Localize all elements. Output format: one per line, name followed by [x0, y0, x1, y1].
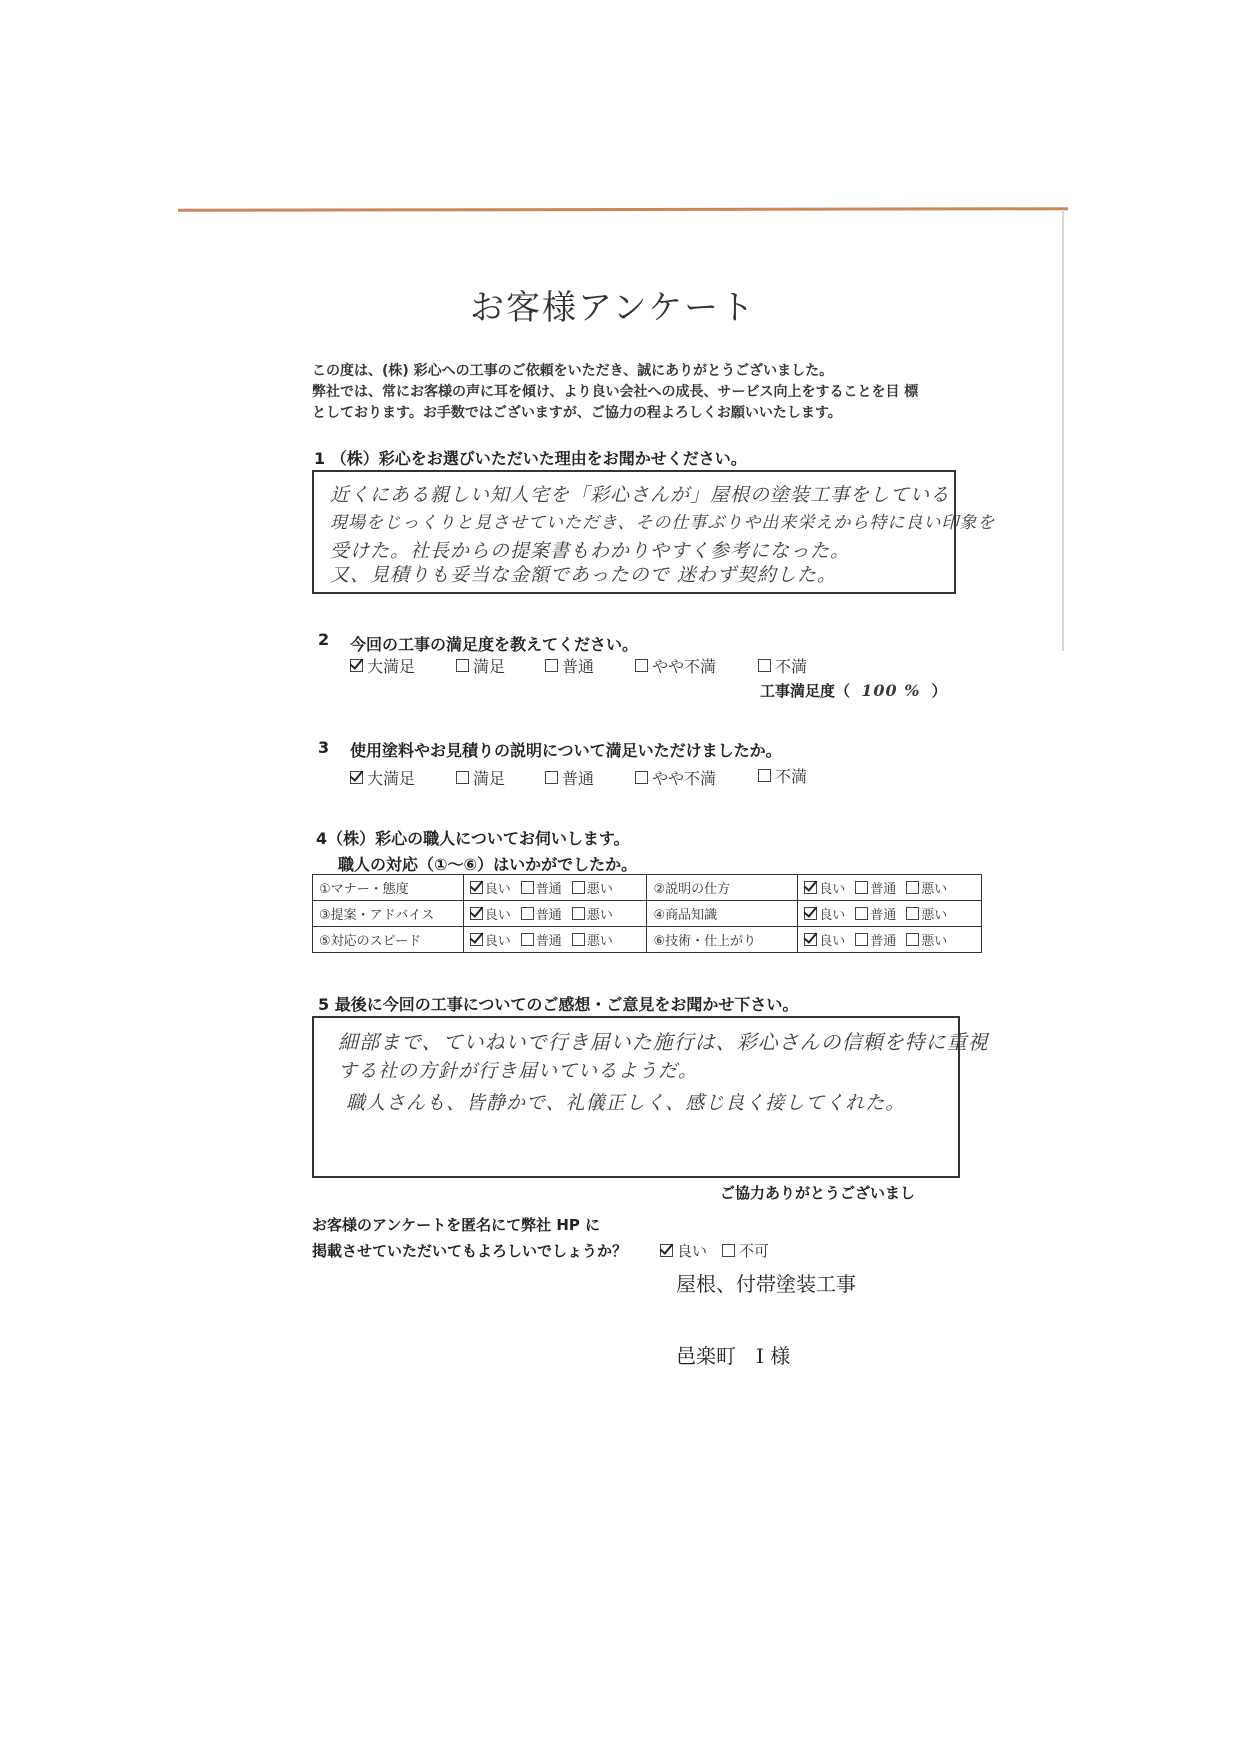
q2-option-2[interactable]: 満足	[456, 654, 505, 677]
checkbox-icon	[855, 881, 868, 894]
q1-answer-line-2: 現場をじっくりと見させていただき、その仕事ぶりや出来栄えから特に良い印象を	[330, 513, 996, 533]
q2-option-1[interactable]: 大満足	[350, 654, 415, 677]
rating-options	[798, 875, 982, 901]
grade-normal[interactable]: 普通	[521, 878, 562, 897]
checkbox-icon	[635, 771, 648, 784]
consent-line-1: お客様のアンケートを匿名にて弊社 HP に	[312, 1216, 601, 1234]
grade-bad[interactable]: 悪い	[906, 930, 947, 949]
grade-normal[interactable]: 普通	[855, 904, 896, 923]
q1-label: 1 （株）彩心をお選びいただいた理由をお聞かせください。	[314, 449, 747, 468]
checkbox-icon	[521, 907, 534, 920]
rating-item: ①マナー・態度	[313, 875, 464, 901]
q1-answer-line-3: 受けた。社長からの提案書もわかりやすく参考になった。	[330, 540, 851, 562]
rating-item: ③提案・アドバイス	[313, 901, 464, 927]
grade-good[interactable]: 良い	[804, 878, 845, 897]
table-row	[313, 901, 982, 927]
craftsman-rating-table	[312, 874, 982, 953]
rating-item: ⑤対応のスピード	[313, 927, 464, 953]
checkbox-checked-icon	[470, 881, 483, 894]
work-type: 屋根、付帯塗装工事	[676, 1272, 856, 1296]
q5-answer-line-1: 細部まで、ていねいで行き届いた施行は、彩心さんの信頼を特に重視	[338, 1030, 989, 1054]
checkbox-icon	[722, 1244, 735, 1257]
q3-option-1[interactable]: 大満足	[350, 766, 415, 789]
intro-line-1: この度は、(株) 彩心への工事のご依頼をいただき、誠にありがとうございました。	[312, 363, 834, 379]
checkbox-icon	[545, 771, 558, 784]
thanks-text: ご協力ありがとうございまし	[720, 1184, 916, 1202]
paper-right-edge	[1062, 211, 1064, 651]
intro-line-2: 弊社では、常にお客様の声に耳を傾け、より良い会社への成長、サービス向上をすることを目 標	[312, 384, 919, 400]
rating-options	[798, 901, 982, 927]
q1-answer-line-4: 又、見積りも妥当な金額であったので 迷わず契約した。	[330, 564, 837, 586]
checkbox-icon	[572, 907, 585, 920]
consent-no[interactable]: 不可	[722, 1240, 769, 1261]
customer-name: 邑楽町 I 様	[676, 1344, 791, 1368]
grade-good[interactable]: 良い	[470, 930, 511, 949]
checkbox-icon	[635, 659, 648, 672]
grade-normal[interactable]: 普通	[855, 930, 896, 949]
grade-bad[interactable]: 悪い	[572, 878, 613, 897]
q2-rate-value: 100 %	[861, 681, 921, 700]
consent-yes[interactable]: 良い	[660, 1240, 707, 1261]
grade-good[interactable]: 良い	[470, 904, 511, 923]
q3-label: 使用塗料やお見積りの説明について満足いただけましたか。	[350, 741, 782, 760]
q3-number: 3	[318, 738, 330, 757]
checkbox-icon	[906, 881, 919, 894]
grade-good[interactable]: 良い	[470, 878, 511, 897]
q2-option-3[interactable]: 普通	[545, 654, 594, 677]
checkbox-checked-icon	[470, 933, 483, 946]
rating-options	[463, 927, 647, 953]
q5-answer-line-3: 職人さんも、皆静かで、礼儀正しく、感じ良く接してくれた。	[346, 1092, 906, 1114]
grade-normal[interactable]: 普通	[521, 904, 562, 923]
table-row	[313, 875, 982, 901]
checkbox-icon	[758, 769, 771, 782]
q2-rate: 工事満足度（ 100 % ）	[760, 681, 947, 700]
checkbox-icon	[906, 933, 919, 946]
grade-good[interactable]: 良い	[804, 930, 845, 949]
q2-label: 今回の工事の満足度を教えてください。	[350, 635, 639, 654]
rating-item: ④商品知識	[647, 901, 798, 927]
checkbox-checked-icon	[804, 907, 817, 920]
rating-options	[463, 875, 647, 901]
checkbox-icon	[521, 933, 534, 946]
grade-bad[interactable]: 悪い	[572, 930, 613, 949]
checkbox-icon	[572, 881, 585, 894]
grade-good[interactable]: 良い	[804, 904, 845, 923]
page-title: お客様アンケート	[470, 288, 756, 328]
q4-label: 4（株）彩心の職人についてお伺いします。	[316, 829, 630, 848]
q3-option-4[interactable]: やや不満	[635, 766, 716, 789]
checkbox-checked-icon	[804, 881, 817, 894]
checkbox-checked-icon	[350, 771, 363, 784]
grade-bad[interactable]: 悪い	[906, 878, 947, 897]
q4-sublabel: 職人の対応（①～⑥）はいかがでしたか。	[338, 855, 638, 874]
table-row	[313, 927, 982, 953]
checkbox-icon	[758, 659, 771, 672]
grade-bad[interactable]: 悪い	[572, 904, 613, 923]
q5-label: 5 最後に今回の工事についてのご感想・ご意見をお聞かせ下さい。	[318, 995, 799, 1014]
q3-option-2[interactable]: 満足	[456, 766, 505, 789]
rating-options	[463, 901, 647, 927]
checkbox-icon	[906, 907, 919, 920]
rating-item: ⑥技術・仕上がり	[647, 927, 798, 953]
checkbox-checked-icon	[660, 1244, 673, 1257]
checkbox-checked-icon	[804, 933, 817, 946]
checkbox-checked-icon	[350, 659, 363, 672]
consent-line-2: 掲載させていただいてもよろしいでしょうか？	[312, 1242, 628, 1260]
q3-option-5[interactable]: 不満	[758, 764, 807, 787]
grade-bad[interactable]: 悪い	[906, 904, 947, 923]
rating-item: ②説明の仕方	[647, 875, 798, 901]
checkbox-checked-icon	[470, 907, 483, 920]
grade-normal[interactable]: 普通	[855, 878, 896, 897]
checkbox-icon	[572, 933, 585, 946]
q2-option-4[interactable]: やや不満	[635, 654, 716, 677]
checkbox-icon	[521, 881, 534, 894]
checkbox-icon	[855, 933, 868, 946]
q3-option-3[interactable]: 普通	[545, 766, 594, 789]
checkbox-icon	[456, 771, 469, 784]
intro-line-3: としております。お手数ではございますが、ご協力の程よろしくお願いいたします。	[312, 405, 842, 421]
q2-option-5[interactable]: 不満	[758, 654, 807, 677]
checkbox-icon	[855, 907, 868, 920]
q2-number: 2	[318, 630, 330, 649]
q1-answer-line-1: 近くにある親しい知人宅を「彩心さんが」屋根の塗装工事をしている	[330, 484, 951, 506]
q5-answer-line-2: する社の方針が行き届いているようだ。	[338, 1060, 699, 1082]
rating-options	[798, 927, 982, 953]
checkbox-icon	[545, 659, 558, 672]
grade-normal[interactable]: 普通	[521, 930, 562, 949]
checkbox-icon	[456, 659, 469, 672]
